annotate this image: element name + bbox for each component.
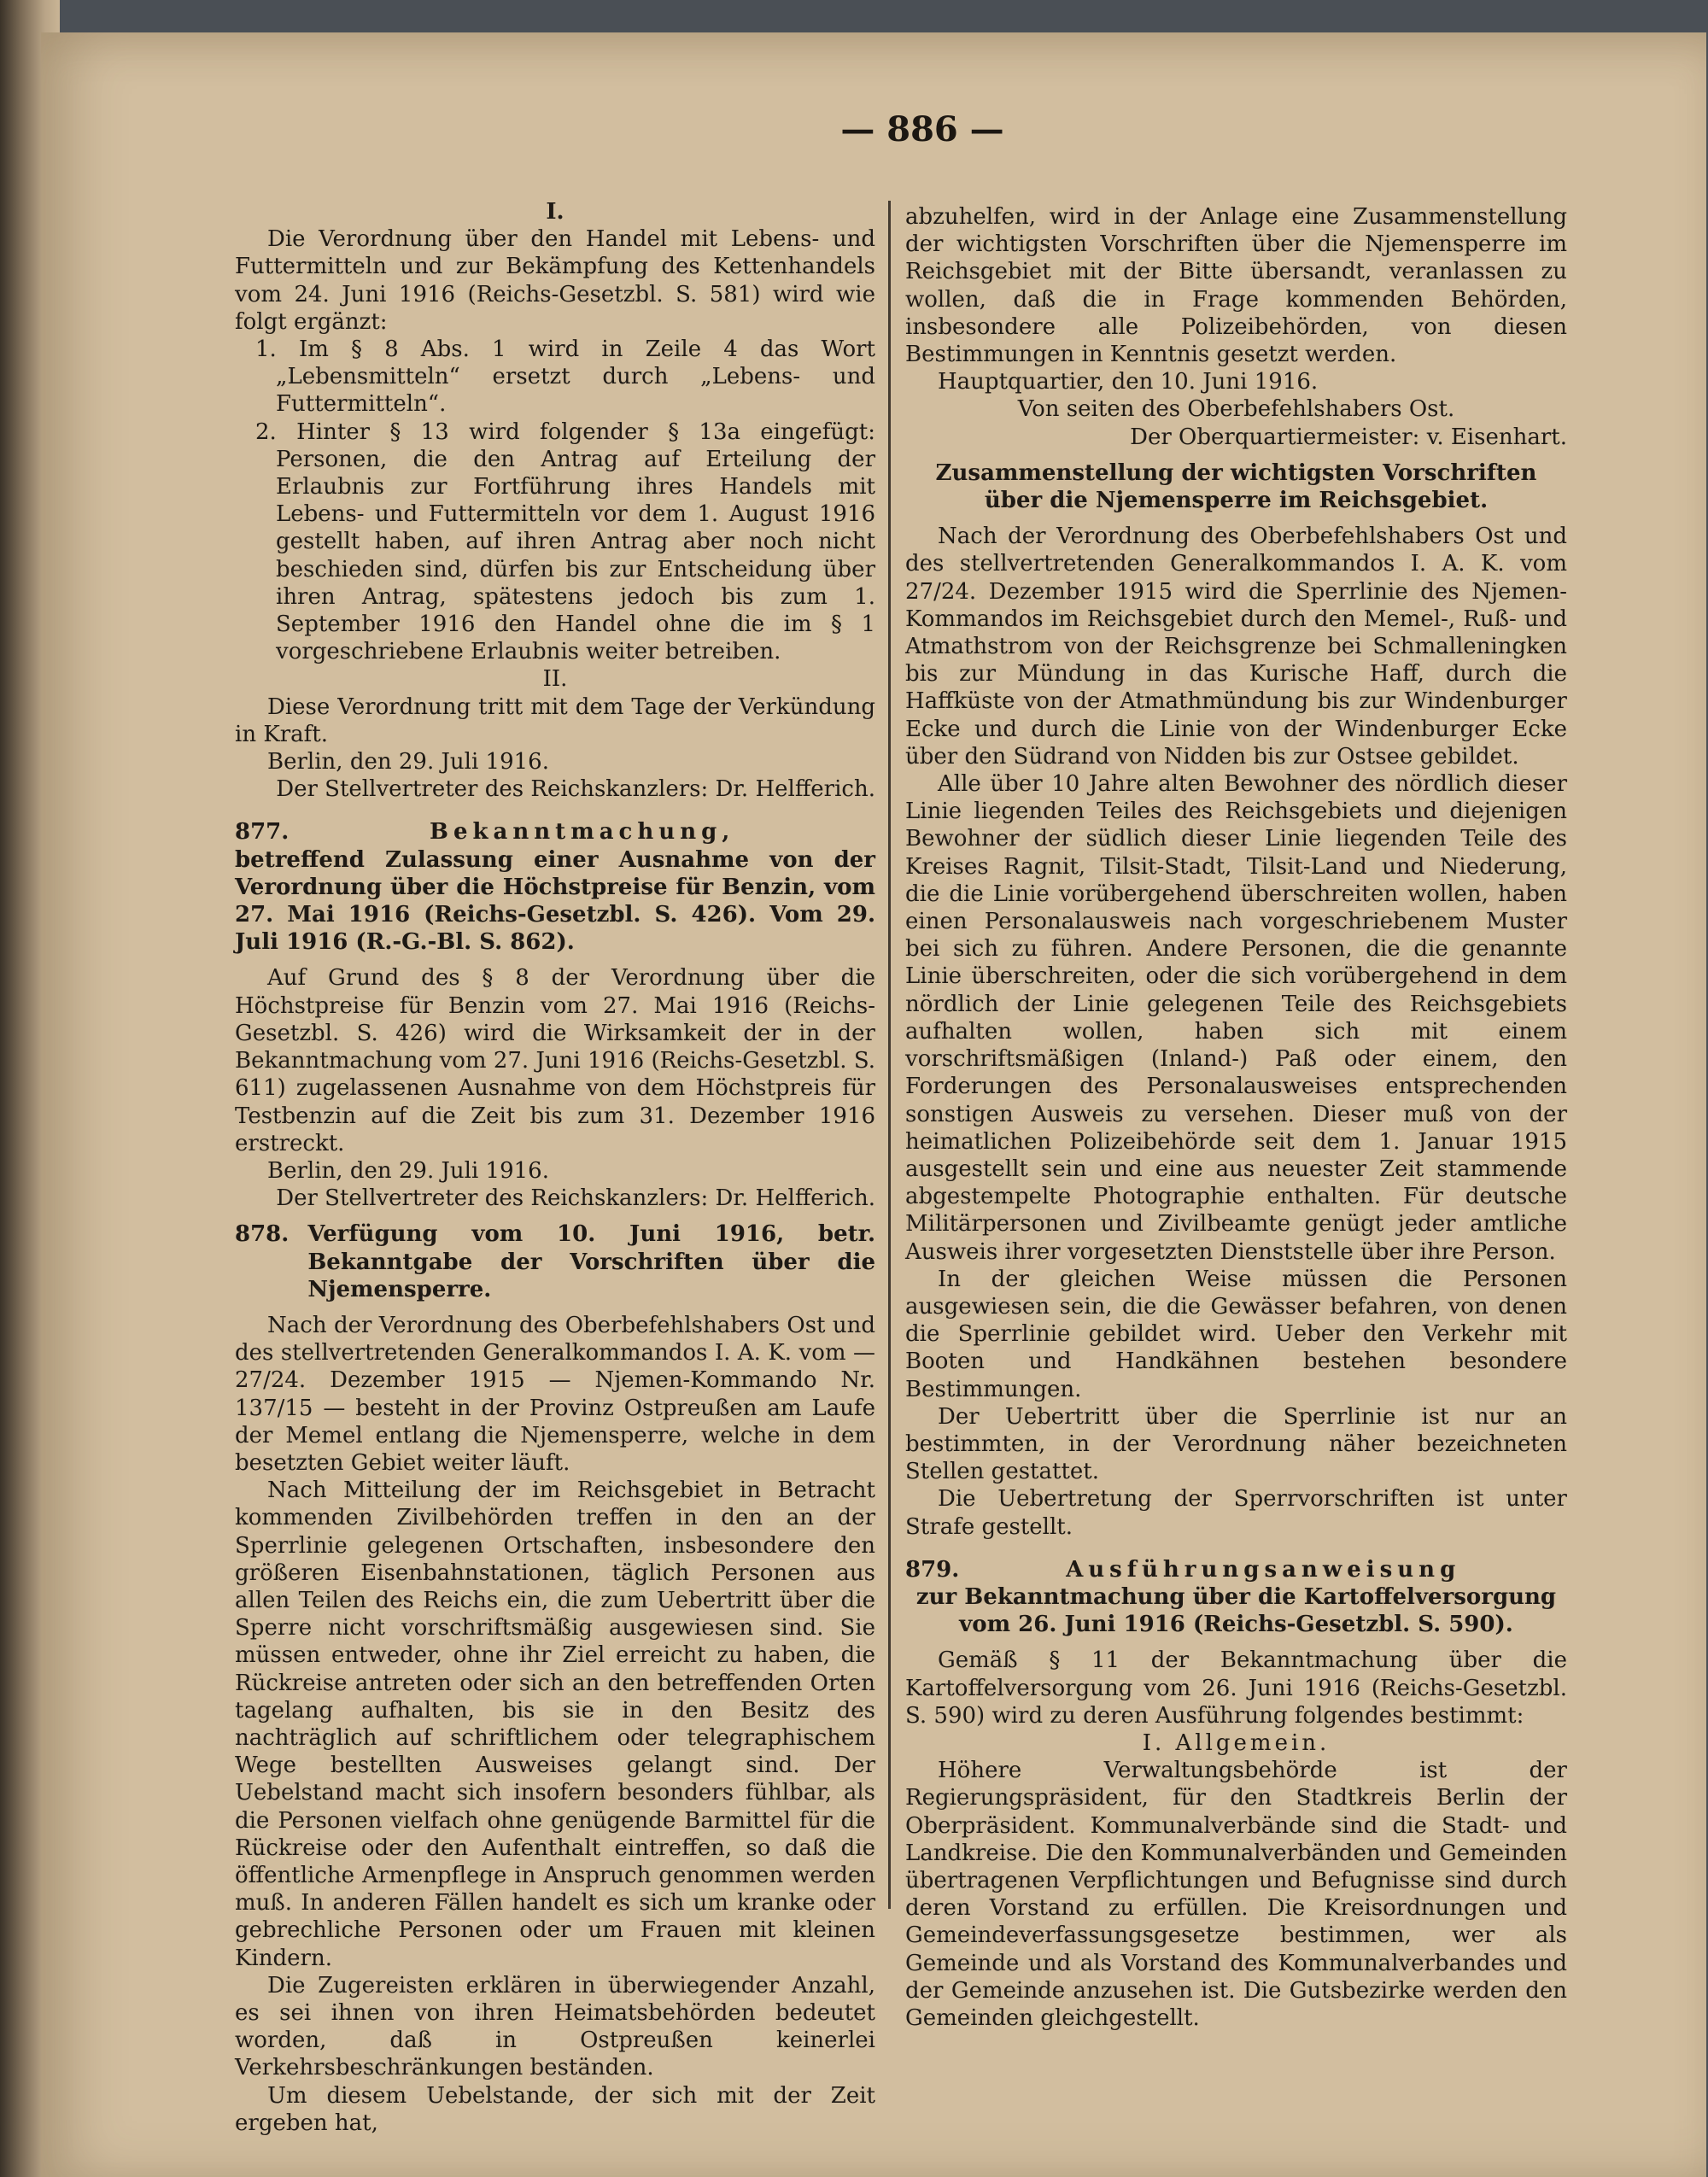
notice-878-paragraph-3: Die Zugereisten erklären in überwiegender Anzahl, es sei ihnen von ihren Heimatsbehörden bedeutet worden, daß in Ostpreußen keinerlei Verkehrsbeschränkungen beständen. [235,1972,875,2081]
compilation-paragraph-1: Nach der Verordnung des Oberbefehlshabers Ost und des stellvertretenden Generalkommandos I. A. K. vom 27/24. Dezember 1915 wird die Sperrlinie des Njemen-Kommandos im Reichsgebiet durch den Memel-, Ruß- und Atmathstrom von der Reichsgrenze bei Schmalleningken bis zur Mündung in das Kurische Haff, durch die Haffküste von der Atmathmündung bis zur Windenburger Ecke und durch die Linie von der Windenburger Ecke über den Südrand von Nidden bis zur Ostsee gebildet. [905,524,1567,770]
left-column [235,198,875,2137]
section-2-signer: Der Stellvertreter des Reichskanzlers: Dr. Helfferich. [276,776,875,803]
notice-879-subtitle: zur Bekanntmachung über die Kartoffelversorgung vom 26. Juni 1916 (Reichs-Gesetzbl. S. 590). [915,1583,1557,1638]
notice-877-place-date: Berlin, den 29. Juli 1916. [267,1157,549,1184]
section-heading-1: I. [546,199,564,225]
notice-877-number: 877. [235,819,290,846]
notice-877-header [235,818,875,846]
continuation-text: abzuhelfen, wird in der Anlage eine Zusammenstellung der wichtigsten Vorschriften über die Njemensperre im Reichsgebiet mit der Bitte übersandt, veranlassen zu wollen, daß die in Frage kommenden Behörden, insbesondere alle Polizeibehörden, von diesen Bestimmungen in Kenntnis gesetzt werden. [905,204,1567,368]
section-2-place-date: Berlin, den 29. Juli 1916. [267,749,549,775]
notice-879-number: 879. [905,1556,960,1583]
headquarters-signer: Der Oberquartiermeister: v. Eisenhart. [1130,424,1567,450]
notice-879-paragraph-1: Höhere Verwaltungsbehörde ist der Regierungspräsident, für den Stadtkreis Berlin der Oberpräsident. Kommunalverbände sind die Stadt- und Landkreise. Die den Kommunalverbänden und Gemeinden übertragenen Verpflichtungen und Befugnisse sind durch deren Vorstand zu erfüllen. Die Kreisordnungen und Gemeindeverfassungsgesetze bestimmen, wer als Gemeinde und als Vorstand des Kommunalverbandes und der Gemeinde anzusehen ist. Die Gutsbezirke werden den Gemeinden gleichgestellt. [905,1758,1567,2031]
section-2-text: Diese Verordnung tritt mit dem Tage der Verkündung in Kraft. [235,693,875,747]
compilation-title: Zusammenstellung der wichtigsten Vorschriften über die Njemensperre im Reichsgebiet. [935,459,1537,514]
right-column [905,203,1567,2032]
page-number: — 886 — [840,109,1004,149]
notice-878-title: Verfügung vom 10. Juni 1916, betr. Bekanntgabe der Vorschriften über die Njemensperre. [307,1221,875,1302]
section-1-item-2: 2. Hinter § 13 wird folgender § 13a eingefügt: Personen, die den Antrag auf Erteilung der Erlaubnis zur Fortführung ihres Handels mit Lebens- und Futtermitteln vor dem 1. August 1916 gestellt haben, auf ihren Antrag aber noch nicht beschieden sind, dürfen bis zur Entscheidung über ihren Antrag, spätestens jedoch bis zum 1. September 1916 den Handel ohne die im § 1 vorgeschriebene Erlaubnis weiter betreiben. [255,418,875,665]
column-divider [888,201,891,1909]
compilation-paragraph-2: Alle über 10 Jahre alten Bewohner des nördlich dieser Linie liegenden Teiles des Reichsgebiets und diejenigen Bewohner der südlich dieser Linie liegenden Teile des Kreises Ragnit, Tilsit-Stadt, Tilsit-Land und Niederung, die die Linie vorübergehend überschreiten wollen, haben einen Personalausweis nach vorgeschriebenem Muster bei sich zu führen. Andere Personen, die die genannte Linie überschreiten, oder die sich vorübergehend in dem nördlich der Linie gelegenen Teile des Reichsgebiets aufhalten wollen, haben sich mit einem vorschriftsmäßigen (Inland-) Paß oder einem, den Forderungen des Personalausweises entsprechenden sonstigen Ausweis zu versehen. Dieser muß von der heimatlichen Polizeibehörde seit dem 1. Januar 1915 ausgestellt sein und eine aus neuester Zeit stammende abgestempelte Photographie enthalten. Für deutsche Militärpersonen und Zivilbeamte genügt jeder amtliche Ausweis ihrer vorgesetzten Dienststelle über ihre Person. [905,771,1567,1265]
section-heading-2: II. [542,666,568,693]
section-1-intro: Die Verordnung über den Handel mit Lebens- und Futtermitteln und zur Bekämpfung des Kettenhandels vom 24. Juni 1916 (Reichs-Gesetzbl. S. 581) wird wie folgt ergänzt: [235,226,875,335]
notice-879-title: Ausführungsanweisung [1066,1556,1461,1583]
notice-879-intro: Gemäß § 11 der Bekanntmachung über die Kartoffelversorgung vom 26. Juni 1916 (Reichs-Gesetzbl. S. 590) wird zu deren Ausführung folgendes bestimmt: [905,1647,1567,1729]
headquarters-authority: Von seiten des Oberbefehlshabers Ost. [1017,396,1455,423]
section-1-item-1: 1. Im § 8 Abs. 1 wird in Zeile 4 das Wort „Lebensmitteln“ ersetzt durch „Lebens- und Futtermitteln“. [255,336,875,418]
notice-877-title: Bekanntmachung, [430,819,735,846]
notice-878-header [235,1220,875,1303]
notice-879-section-heading: I. Allgemein. [1142,1729,1331,1756]
notice-877-text: Auf Grund des § 8 der Verordnung über die Höchstpreise für Benzin vom 27. Mai 1916 (Reichs-Gesetzbl. S. 426) wird die Wirksamkeit der in der Bekanntmachung vom 27. Juni 1916 (Reichs-Gesetzbl. S. 611) zugelassenen Ausnahme von dem Höchstpreis für Testbenzin auf die Zeit bis zum 31. Dezember 1916 erstreckt. [235,965,875,1156]
notice-879-header [905,1556,1567,1583]
notice-878-paragraph-4: Um diesem Uebelstande, der sich mit der Zeit ergeben hat, [235,2082,875,2136]
compilation-paragraph-3: In der gleichen Weise müssen die Personen ausgewiesen sein, die die Gewässer befahren, von denen die Sperrlinie gebildet wird. Ueber den Verkehr mit Booten und Handkähnen bestehen besondere Bestimmungen. [905,1266,1567,1402]
compilation-paragraph-5: Die Uebertretung der Sperrvorschriften ist unter Strafe gestellt. [905,1486,1567,1540]
notice-878-paragraph-2: Nach Mitteilung der im Reichsgebiet in Betracht kommenden Zivilbehörden treffen in den an der Sperrlinie gelegenen Ortschaften, insbesondere den größeren Eisenbahnstationen, täglich Personen aus allen Teilen des Reichs ein, die zum Uebertritt über die Sperre nicht vorschriftsmäßig ausgewiesen sind. Sie müssen entweder, ohne ihr Ziel erreicht zu haben, die Rückreise antreten oder sich an den betreffenden Orten tagelang aufhalten, bis sie in den Besitz des nachträglich auf schriftlichem oder telegraphischem Wege bestellten Ausweises gelangt sind. Der Uebelstand macht sich insofern besonders fühlbar, als die Personen vielfach ohne genügende Barmittel für die Rückreise oder den Aufenthalt eintreffen, so daß die öffentliche Armenpflege in Anspruch genommen werden muß. In anderen Fällen handelt es sich um kranke oder gebrechliche Personen oder um Frauen mit kleinen Kindern. [235,1478,875,1971]
headquarters-place-date: Hauptquartier, den 10. Juni 1916. [938,369,1319,395]
compilation-paragraph-4: Der Uebertritt über die Sperrlinie ist nur an bestimmten, in der Verordnung näher bezeichneten Stellen gestattet. [905,1403,1567,1485]
notice-878-paragraph-1: Nach der Verordnung des Oberbefehlshabers Ost und des stellvertretenden Generalkommandos I. A. K. vom — 27/24. Dezember 1915 — Njemen-Kommando Nr. 137/15 — besteht in der Provinz Ostpreußen am Laufe der Memel entlang die Njemensperre, welche in dem besetzten Gebiet weiter läuft. [235,1312,875,1476]
notice-877-subtitle: betreffend Zulassung einer Ausnahme von der Verordnung über die Höchstpreise für Benzin, vom 27. Mai 1916 (Reichs-Gesetzbl. S. 426). Vom 29. Juli 1916 (R.-G.-Bl. S. 862). [235,846,875,956]
notice-878-number: 878. [235,1221,290,1248]
notice-877-signer: Der Stellvertreter des Reichskanzlers: Dr. Helfferich. [276,1185,875,1212]
